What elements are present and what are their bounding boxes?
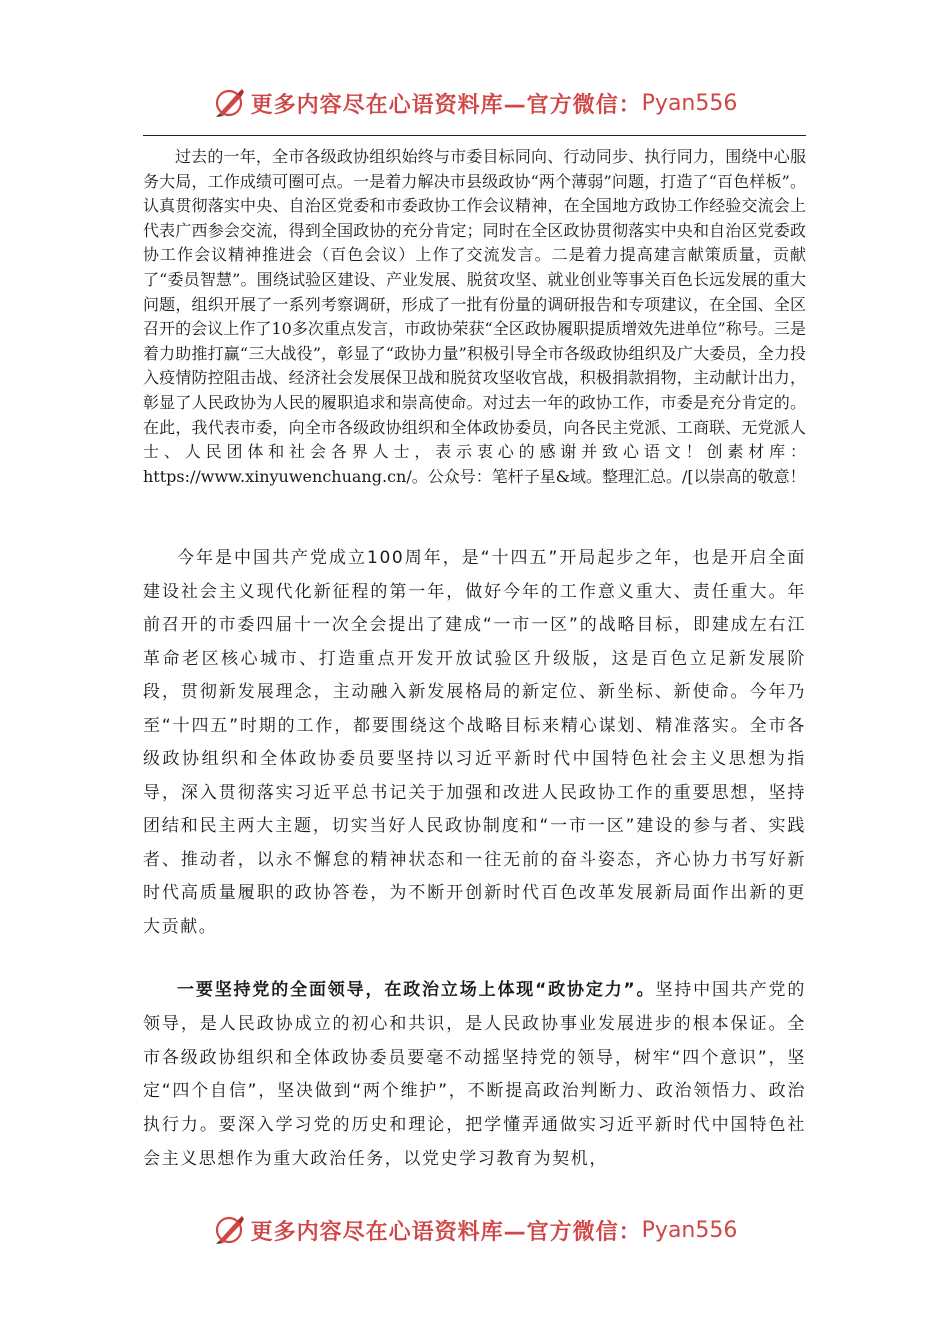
- header-divider: [143, 135, 806, 136]
- paragraph-1: 过去的一年，全市各级政协组织始终与市委目标同向、行动同步、执行同力，围绕中心服务大局，工作成绩可圈可点。一是着力解决市县级政协“两个薄弱”问题，打造了“百色样板”。认真贯彻落实中央、自治区党委和市委政协工作会议精神，在全国地方政协工作经验交流会上代表广西参会交流，得到全国政协的充分肯定；同时在全区政协贯彻落实中央和自治区党委政协工作会议精神推进会（百色会议）上作了交流发言。二是着力提高建言献策质量，贡献了“委员智慧”。围绕试验区建设、产业发展、脱贫攻坚、就业创业等事关百色长远发展的重大问题，组织开展了一系列考察调研，形成了一批有份量的调研报告和专项建议，在全国、全区召开的会议上作了10多次重点发言，市政协荣获“全区政协履职提质增效先进单位”称号。三是着力助推打赢“三大战役”，彰显了“政协力量”积极引导全市各级政协组织及广大委员，全力投入疫情防控阻击战、经济社会发展保卫战和脱贫攻坚收官战，积极捐款捐物，主动献计出力，彰显了人民政协为人民的履职追求和崇高使命。对过去一年的政协工作，市委是充分肯定的。在此，我代表市委，向全市各级政协组织和全体政协委员，向各民主党派、工商联、无党派人士、人民团体和社会各界人士，表示衷心的感谢并致心语文！创素材库：https://www.xinyuwenchuang.cn/。公众号：笔杆子星&域。整理汇总。/[以崇高的敬意！: [143, 147, 806, 486]
- footer-wechat-id: Pyan556: [641, 1217, 738, 1243]
- header-banner: [0, 78, 950, 128]
- footer-banner-text: 更多内容尽在心语资料库—官方微信：: [250, 1219, 642, 1245]
- header-banner-text: 更多内容尽在心语资料库—官方微信：: [250, 92, 642, 118]
- header-wechat-id: Pyan556: [641, 90, 738, 116]
- pen-logo-icon: [213, 1213, 247, 1247]
- paragraph-2: 今年是中国共产党成立100周年，是“十四五”开局起步之年，也是开启全面建设社会主义现代化新征程的第一年，做好今年的工作意义重大、责任重大。年前召开的市委四届十一次全会提出了建成“一市一区”的战略目标，即建成左右江革命老区核心城市、打造重点开发开放试验区升级版，这是百色立足新发展阶段，贯彻新发展理念，主动融入新发展格局的新定位、新坐标、新使命。今年乃至“十四五”时期的工作，都要围绕这个战略目标来精心谋划、精准落实。全市各级政协组织和全体政协委员要坚持以习近平新时代中国特色社会主义思想为指导，深入贯彻落实习近平总书记关于加强和改进人民政协工作的重要思想，坚持团结和民主两大主题，切实当好人民政协制度和“一市一区”建设的参与者、实践者、推动者，以永不懈怠的精神状态和一往无前的奋斗姿态，齐心协力书写好新时代高质量履职的政协答卷，为不断开创新时代百色改革发展新局面作出新的更大贡献。: [143, 548, 806, 937]
- paragraph-3-heading: 一要坚持党的全面领导，在政治立场上体现“政协定力”。: [177, 980, 656, 1000]
- footer-banner: [0, 1205, 950, 1255]
- paragraph-3-body: 坚持中国共产党的领导，是人民政协成立的初心和共识，是人民政协事业发展进步的根本保证。全市各级政协组织和全体政协委员要毫不动摇坚持党的领导，树牢“四个意识”，坚定“四个自信”，坚决做到“两个维护”，不断提高政治判断力、政治领悟力、政治执行力。要深入学习党的历史和理论，把学懂弄通做实习近平新时代中国特色社会主义思想作为重大政治任务，以党史学习教育为契机，: [143, 980, 806, 1169]
- paragraph-3: [143, 974, 806, 1177]
- pen-logo-icon: [213, 86, 247, 120]
